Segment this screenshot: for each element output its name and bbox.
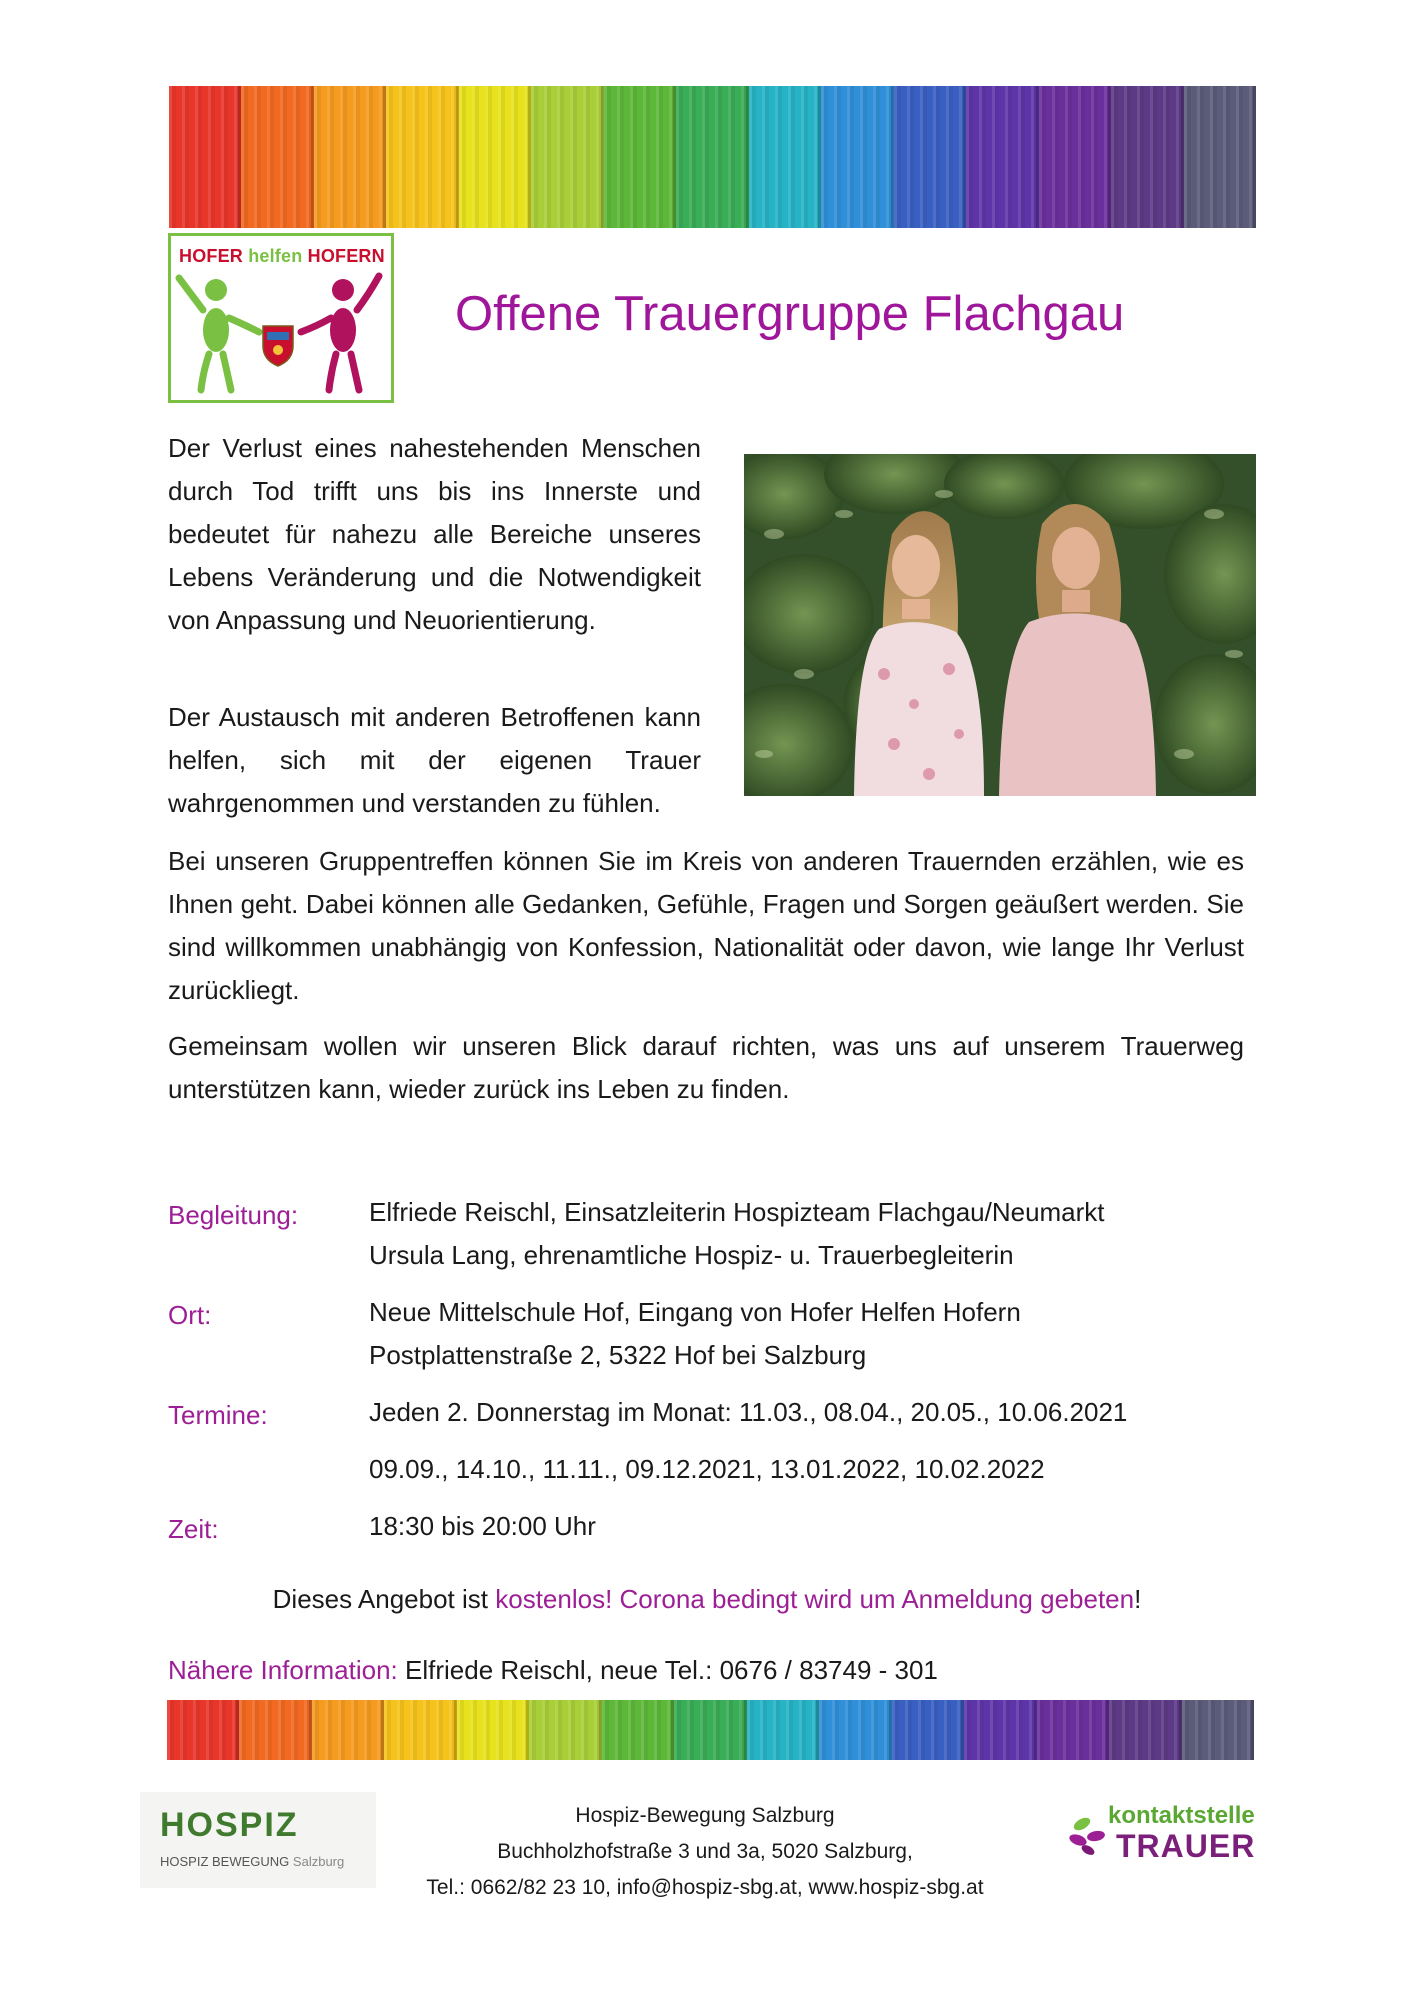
rainbow-stripe xyxy=(674,1700,746,1760)
rainbow-stripe xyxy=(239,1700,311,1760)
rainbow-stripe xyxy=(312,1700,384,1760)
begleitung-line-1: Elfriede Reischl, Einsatzleiterin Hospizteam Flachgau/Neumarkt xyxy=(369,1197,1105,1227)
photo-two-women-icon xyxy=(744,454,1256,796)
rainbow-stripe xyxy=(821,86,893,228)
more-information: Nähere Information: Elfriede Reischl, neue Tel.: 0676 / 83749 - 301 xyxy=(168,1655,938,1685)
begleitung-label: Begleitung: xyxy=(168,1200,299,1230)
rainbow-stripe xyxy=(819,1700,891,1760)
ort-label: Ort: xyxy=(168,1300,212,1330)
rainbow-stripe xyxy=(966,86,1038,228)
rainbow-stripe xyxy=(1182,1700,1254,1760)
ort-line-1: Neue Mittelschule Hof, Eingang von Hofer Helfen Hofern xyxy=(369,1297,1021,1327)
rainbow-stripe xyxy=(457,1700,529,1760)
begleitung-line-2: Ursula Lang, ehrenamtliche Hospiz- u. Trauerbegleiterin xyxy=(369,1240,1014,1270)
rainbow-stripe xyxy=(676,86,748,228)
leaf-cluster-icon xyxy=(1068,1812,1112,1856)
rainbow-stripe xyxy=(241,86,313,228)
hospiz-logo-main: HOSPIZ xyxy=(160,1806,299,1844)
rainbow-stripe xyxy=(1111,86,1183,228)
rainbow-stripe xyxy=(169,86,241,228)
rainbow-stripe xyxy=(749,86,821,228)
zeit-value: 18:30 bis 20:00 Uhr xyxy=(369,1511,596,1541)
rainbow-stripe xyxy=(894,86,966,228)
rainbow-stripe xyxy=(1039,86,1111,228)
hospiz-logo-sub: HOSPIZ BEWEGUNG Salzburg xyxy=(160,1854,345,1869)
zeit-label: Zeit: xyxy=(168,1514,219,1544)
rainbow-stripe xyxy=(604,86,676,228)
photo-two-women xyxy=(744,454,1256,796)
rainbow-stripe xyxy=(1037,1700,1109,1760)
two-figures-with-crest-icon xyxy=(171,272,391,402)
termine-label: Termine: xyxy=(168,1400,268,1430)
intro-paragraph-4: Gemeinsam wollen wir unseren Blick darauf richten, was uns auf unserem Trauerweg unterstützen kann, wieder zurück ins Leben zu finden. xyxy=(168,1031,1244,1104)
termine-line-1: Jeden 2. Donnerstag im Monat: 11.03., 08.04., 20.05., 10.06.2021 xyxy=(369,1397,1128,1427)
rainbow-banner-top xyxy=(169,86,1256,228)
footer-street: Buchholzhofstraße 3 und 3a, 5020 Salzburg, xyxy=(497,1840,913,1863)
rainbow-stripe xyxy=(167,1700,239,1760)
kontakt-top-text: kontaktstelle xyxy=(1108,1802,1255,1829)
rainbow-stripe xyxy=(384,1700,456,1760)
logo-title: HOFER helfen HOFERN xyxy=(179,246,385,266)
rainbow-stripe xyxy=(602,1700,674,1760)
rainbow-stripe xyxy=(747,1700,819,1760)
footer-address xyxy=(370,1798,1040,1906)
kontakt-bottom-text: TRAUER xyxy=(1116,1828,1256,1864)
footer-organisation: Hospiz-Bewegung Salzburg xyxy=(575,1804,835,1827)
rainbow-stripe xyxy=(529,1700,601,1760)
rainbow-stripe xyxy=(314,86,386,228)
kontaktstelle-trauer-logo xyxy=(1068,1802,1268,1872)
hospiz-logo xyxy=(140,1792,376,1888)
rainbow-stripe xyxy=(964,1700,1036,1760)
offer-notice: Dieses Angebot ist kostenlos! Corona bedingt wird um Anmeldung gebeten! xyxy=(272,1584,1142,1614)
rainbow-stripe xyxy=(386,86,458,228)
rainbow-stripe xyxy=(1109,1700,1181,1760)
rainbow-stripe xyxy=(459,86,531,228)
termine-line-2: 09.09., 14.10., 11.11., 09.12.2021, 13.01.2022, 10.02.2022 xyxy=(369,1454,1045,1484)
rainbow-stripe xyxy=(892,1700,964,1760)
hofer-helfen-hofern-logo xyxy=(168,233,394,403)
page-title: Offene Trauergruppe Flachgau xyxy=(455,287,1125,341)
intro-paragraph-3: Bei unseren Gruppentreffen können Sie im Kreis von anderen Trauernden erzählen, wie es Ihnen geht. Dabei können alle Gedanken, Gefühle, Fragen und Sorgen geäußert werden. Sie sind willkommen unabhängig von Konfession, Nationalität oder davon, wie lange Ihr Verlust zurückliegt. xyxy=(168,846,1244,1005)
rainbow-banner-bottom xyxy=(167,1700,1254,1760)
ort-line-2: Postplattenstraße 2, 5322 Hof bei Salzburg xyxy=(369,1340,867,1370)
rainbow-stripe xyxy=(1184,86,1256,228)
intro-paragraph-2: Der Austausch mit anderen Betroffenen kann helfen, sich mit der eigenen Trauer wahrgenommen und verstanden zu fühlen. xyxy=(168,702,701,818)
rainbow-stripe xyxy=(531,86,603,228)
footer-contact: Tel.: 0662/82 23 10, info@hospiz-sbg.at, www.hospiz-sbg.at xyxy=(426,1876,984,1899)
intro-paragraph-1: Der Verlust eines nahestehenden Menschen durch Tod trifft uns bis ins Innerste und bedeutet für nahezu alle Bereiche unseres Lebens Veränderung und die Notwendigkeit von Anpassung und Neuorientierung. xyxy=(168,433,701,635)
